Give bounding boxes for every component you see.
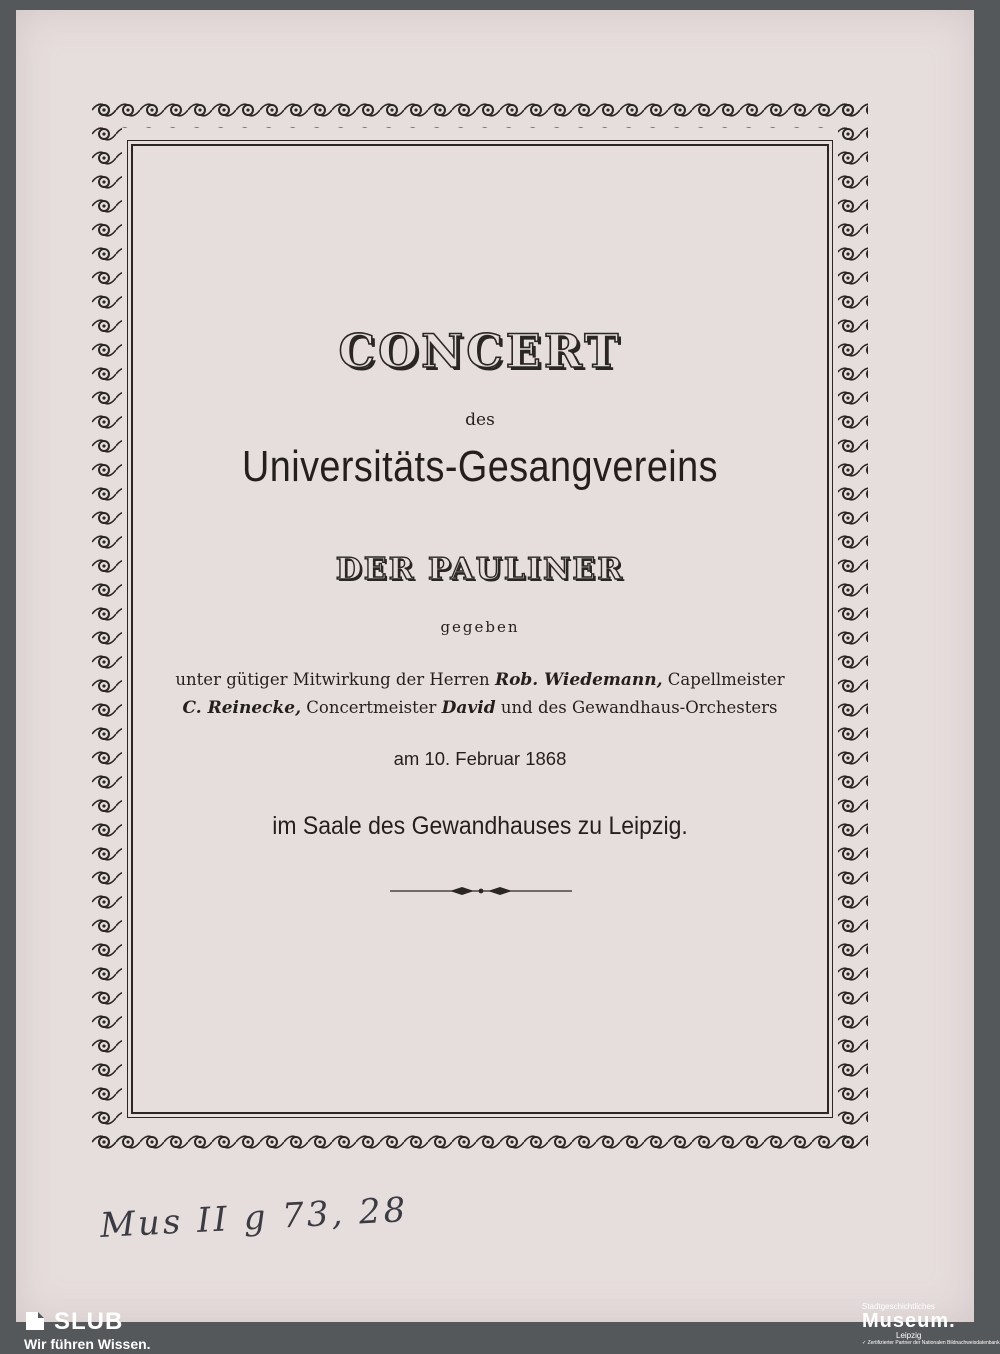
museum-logo[interactable] bbox=[862, 1302, 1000, 1346]
mitwirkung-line-2 bbox=[140, 694, 820, 722]
museum-top-text: Stadtgeschichtliches bbox=[862, 1302, 935, 1311]
mitwirkung-text bbox=[140, 666, 820, 722]
ornament-divider bbox=[390, 884, 572, 898]
museum-name: Museum. bbox=[862, 1310, 956, 1332]
name-david: David bbox=[441, 698, 496, 718]
gegeben-text: gegeben bbox=[440, 618, 520, 636]
mitwirkung-line-1 bbox=[140, 666, 820, 694]
slub-name: SLUB bbox=[54, 1308, 124, 1335]
slub-tagline: Wir führen Wissen. bbox=[24, 1336, 151, 1352]
slub-book-icon bbox=[24, 1310, 46, 1332]
capellmeister-text: Capellmeister bbox=[667, 670, 785, 689]
pauliner-title: DER PAULINER bbox=[335, 552, 625, 587]
orchester-text: und des Gewandhaus-Orchesters bbox=[500, 698, 778, 717]
concert-venue: im Saale des Gewandhauses zu Leipzig. bbox=[272, 812, 688, 840]
concertmeister-text: Concertmeister bbox=[306, 698, 437, 717]
des-text: des bbox=[465, 410, 495, 430]
concert-date: am 10. Februar 1868 bbox=[393, 748, 567, 769]
concert-title: CONCERT bbox=[338, 324, 622, 378]
name-wiedemann: Rob. Wiedemann, bbox=[494, 670, 663, 690]
verein-title: Universitäts-Gesangvereins bbox=[242, 442, 718, 491]
name-reinecke: C. Reinecke, bbox=[182, 698, 302, 718]
handwritten-shelfmark: Mus II g 73, 28 bbox=[99, 1189, 410, 1247]
mitwirkung-prefix: unter gütiger Mitwirkung der Herren bbox=[175, 670, 490, 689]
museum-partner-text: ✓ Zertifizierter Partner der Nationalen Bildnachweisdatenbank bbox=[862, 1340, 1000, 1346]
museum-city: Leipzig bbox=[896, 1331, 922, 1340]
